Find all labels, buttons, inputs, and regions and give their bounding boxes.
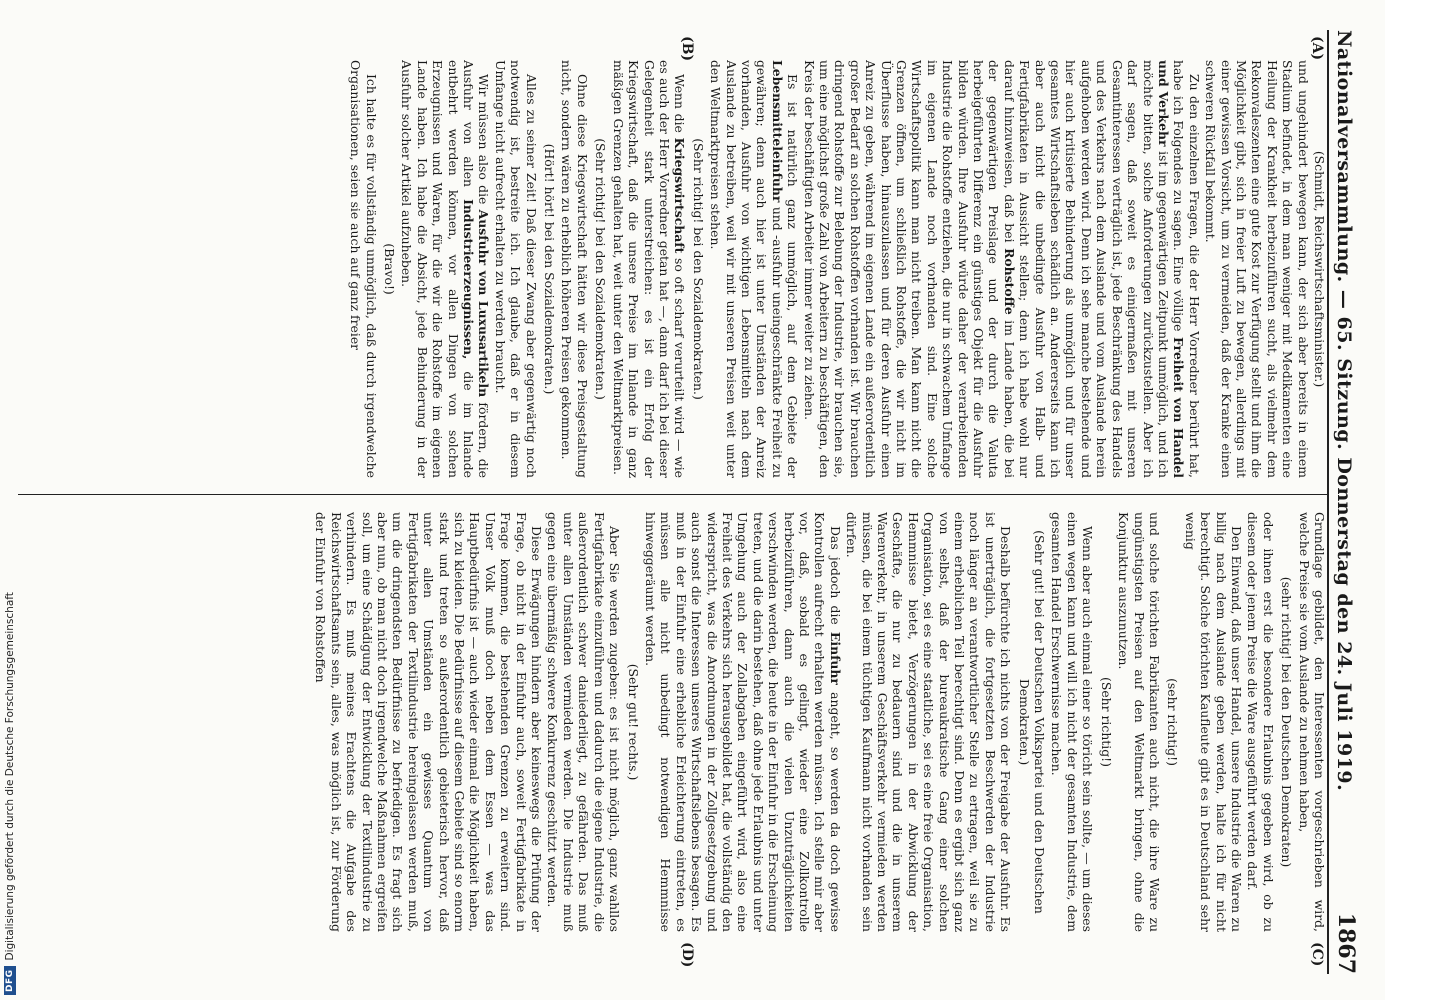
paragraph: Grundlage gebildet, den Interessenten vorgeschrieben wird, welche Preise sie vom Auslande zu nehmen haben, (1296, 512, 1327, 932)
text-run: Zu den einzelnen Fragen, die der Herr Vorredner berührt hat, habe ich Folgendes zu sagen. Eine völlige (1171, 60, 1202, 478)
text-run: Wir müssen also die (476, 74, 492, 205)
right-column (18, 512, 1327, 932)
text-run: ist im gegenwärtigen Zeitpunkt unmöglich, und ich möchte bitten, solche Anforderungen zurückzustellen. Aber ich darf sagen, daß soweit es einigermaßen mit unseren Gesamtinteressen verträglich ist, jede Beschränkung des Handels und des Verkehrs nach dem Auslande und vom Auslande herein aufgehoben werden wird. Denn ich sehe manche bestehende und hier auch kritisierte Behinderung als unmöglich und für unser gesamtes Wirtschaftsleben schädlich an. Andererseits kann ich aber auch nicht die unbedingte Ausfuhr von Halb- und Fertigfabrikaten in Aussicht stellen; denn ich habe wohl nur darauf hinzuweisen, daß bei (1001, 60, 1171, 478)
paragraph: Aber Sie werden zugeben: es ist nicht möglich, ganz wahllos Fertigfabrikate einzuführen und dadurch die eigene Industrie, die außerordentlich schwer daniederliegt, zu gefährden. Das muß unter allen Umständen vermieden werden. Die Industrie muß gegen eine übermäßig schwere Konkurrenz geschützt werden. (545, 512, 623, 932)
emphasis: Industrieerzeugnissen, (461, 199, 477, 360)
paragraph: Ohne diese Kriegswirtschaft hätten wir diese Preisgestaltung nicht, sondern wären zu erheblich höheren Preisen gekommen. (559, 60, 590, 478)
interjection: (Sehr gut! bei der Deutschen Volkspartei und den Deutschen Demokraten.) (1016, 530, 1048, 914)
paragraph (610, 60, 687, 478)
paragraph: Wenn aber auch einmal einer so töricht sein sollte, — um dieses einen wegen kann und will ich nicht der gesamten Industrie, dem gesamten Handel Erschwernisse machen. (1049, 512, 1096, 932)
emphasis: Freiheit von Handel und Verkehr (1155, 60, 1187, 478)
emphasis: Einfuhr (827, 631, 843, 685)
emphasis: Ausfuhr von Luxusartikeln (476, 209, 492, 398)
digitization-credit (0, 0, 21, 995)
interjection: (Sehr richtig!) (1098, 677, 1114, 767)
text-run: so oft scharf verurteilt wird — wie es auch der Herr Vorredner getan hat —, dann darf ich bei dieser Gelegenheit stark unterstreichen: es ist ein Erfolg der Kriegswirtschaft, daß die unsere Preise im Inlande in ganz mäßigen Grenzen gehalten hat, weit unter den Weltmarktpreisen. (610, 60, 688, 478)
left-column (18, 60, 1327, 478)
margin-marker-c: (C) (1309, 942, 1325, 967)
paragraph (708, 60, 800, 478)
paragraph: Den Einwand, daß unser Handel, unsere Industrie die Waren zu billig nach dem Auslande geben werden, halte ich für nicht berechtigt. Solche törichten Kaufleute gibt es in Deutschland sehr wenig (1182, 512, 1244, 932)
interjection: (Sehr gut! rechts.) (625, 663, 641, 781)
text-run: Es ist natürlich ganz unmöglich, auf dem Gebiete der (785, 74, 801, 478)
page-number: 1867 (1333, 912, 1359, 974)
paragraph: Diese Erwägungen hindern aber keineswegs die Prüfung der Frage, ob nicht in der Einfuhr auch, soweit Fertigfabrikate in Frage kommen, die bestehenden Grenzen zu erweitern sind. Unser Volk muß doch neben dem Essen — was das Hauptbedürfnis ist — auch wieder einmal die Möglichkeit haben, sich zu kleiden. Die Bedürfnisse auf diesem Gebiete sind so enorm stark und treten so außerordentlich gebieterisch hervor, daß unter allen Umständen ein gewisses Quantum von Fertigfabrikaten der Textilindustrie hereingelassen werden muß, um die dringendsten Bedürfnisse zu befriedigen. Es fragt sich aber nun, ob man nicht doch irgendwelche Maßnahmen ergreifen soll, um eine Schädigung der Entwicklung der Textilindustrie zu verhindern. Es muß meines Erachtens die Aufgabe des Reichswirtschaftsamts sein, alles, was möglich ist, zur Förderung der Einfuhr von Rohstoffen (313, 512, 545, 932)
paragraph: Ich halte es für vollständig unmöglich, daß durch irgendwelche Organisationen, seien sie auch auf ganz freier (348, 60, 379, 478)
dfg-logo: DFG (4, 966, 16, 995)
paragraph: oder ihnen erst die besondere Erlaubnis gegeben wird, ob zu diesem oder jenem Preise die Ware ausgeführt werden darf. (1245, 512, 1276, 932)
text-run: fördern, die Ausfuhr von allen (461, 60, 492, 478)
paragraph: und solche törichten Fabrikanten auch nicht, die ihre Ware zu ungünstigsten Preisen auf den Weltmarkt bringen, ohne die Konjunktur auszunutzen. (1116, 512, 1162, 932)
interjection: (Sehr richtig! bei den Sozialdemokraten.) (593, 138, 609, 400)
text-run: Wenn die (672, 74, 688, 133)
emphasis: Lebensmitteleinfuhr (769, 60, 785, 203)
page-title: Nationalversammlung. — 65. Sitzung. Donnerstag den 24. Juli 1919. (1333, 30, 1355, 792)
text-run: im Lande haben, die bei der gegenwärtigen Preislage und der durch die Valuta herbeigeführten Differenz ein günstiges Objekt für die Ausfuhr bilden würden. Ihre Ausfuhr würde daher der verarbeitenden Industrie die Rohstoffe entziehen, die nur in schwachem Umfange im eigenen Lande noch vorhanden sind. Eine solche Wirtschaftspolitik kann man nicht treiben. Man kann nicht die Grenzen öffnen, um schließlich Rohstoffe, die wir nicht im Überflusse haben, hinauszulassen und für deren Ausfuhr einen Anreiz zu geben, während im eigenen Lande ein außerordentlich großer Bedarf an solchen Rohstoffen vorhanden ist. Wir brauchen dringend Rohstoffe zur Belebung der Industrie, wir brauchen sie, um eine möglichst große Zahl von Arbeitern zu beschäftigen, den Kreis der beschäftigten Arbeiter immer weiter zu ziehen. (801, 60, 1017, 478)
text-run: die im Inlande entbehrt werden können, vor allen Dingen von solchen Erzeugnissen und Waren, für die wir die Rohstoffe im eigenen Lande haben. Ich habe die Absicht, jede Behinderung in der Ausfuhr solcher Artikel aufzuheben. (399, 60, 477, 478)
page-header (1327, 30, 1373, 974)
column-divider (18, 494, 1327, 495)
margin-marker-d: (D) (679, 942, 695, 968)
interjection: (sehr richtig!) (1165, 678, 1181, 766)
paragraph: und ungehindert bewegen kann, der sich aber bereits in einem Stadium befindet, in dem man weniger mit Medikamenten eine Heilung der Krankheit herbeizuführen sucht, als vielmehr dem Rekonvaleszenten eine gute Kost zur Verfügung stellt und ihm die Möglichkeit gibt, sich in freier Luft zu bewegen, allerdings mit einer gewissen Vorsicht, um zu vermeiden, daß der Kranke einen schweren Rückfall bekommt. (1203, 60, 1311, 478)
text-run: Das jedoch die (827, 526, 843, 625)
paragraph (801, 60, 1202, 478)
interjection: (Hört! hört! bei den Sozialdemokraten.) (542, 143, 558, 395)
credit-text: Digitalisierung gefördert durch die Deutsche Forschungsgemeinschaft (4, 592, 16, 961)
text-run: angeht, so werden da doch gewisse Kontrollen aufrecht erhalten werden müssen. Ich stelle mir aber vor, daß, sobald es gelingt, wieder eine Zollkontrolle herbeizuführen, dann auch die vielen Unzuträglichkeiten verschwinden werden, die heute in der Einfuhr in die Erscheinung treten, und die darin bestehen, daß ohne jede Erlaubnis und unter Umgehung auch der Zollabgaben eingeführt wird, also eine Freiheit des Verkehrs sich herausgebildet hat, die vollständig den widerspricht, was die Anordnungen in der Zollgesetzgebung und auch sonst die Interessen unseres Wirtschaftslebens besagen. Es muß in der Einfuhr eine erhebliche Erleichterung eintreten, es müssen alle nicht unbedingt notwendigen Hemmnisse hinweggeräumt werden. (642, 512, 843, 932)
paragraph: Deshalb befürchte ich nichts von der Freigabe der Ausfuhr. Es ist unerträglich, die fortgesetzten Beschwerden der Industrie noch länger an verantwortlicher Stelle zu ertragen, weil sie zu einem erheblichen Teil berechtigt sind. Denn es ergibt sich ganz von selbst, daß der bureaukratische Gang einer solchen Organisation, sei es eine staatliche, sei es eine freie Organisation, Hemmnisse bietet, Verzögerungen in der Abwicklung der Geschäfte, die nur zu bedauern sind und die in unserem Warenverkehr, in unserem Geschäftsverkehr vermieden werden müssen, die bei einem tüchtigen Kaufmann nicht vorhanden sein dürfen. (844, 512, 1014, 932)
interjection: (Sehr richtig! bei den Sozialdemokraten.) (690, 138, 706, 400)
text-run: und -ausfuhr uneingeschränkte Freiheit zu gewähren; denn auch hier ist unter Umständen der Anreiz vorhanden, Ausfuhr von wichtigen Lebensmitteln nach dem Auslande zu betreiben, weil wir mit unseren Preisen weit unter den Weltmarktpreisen stehen. (708, 60, 785, 478)
emphasis: Rohstoffe (1001, 248, 1017, 315)
speaker-line: (Schmidt, Reichswirtschaftsminister.) (1312, 150, 1327, 388)
paragraph: Alles zu seiner Zeit! Daß dieser Zwang aber gegenwärtig noch notwendig ist, bestreite ich. Ich glaube, daß er in diesem Umfange nicht aufrecht erhalten zu werden braucht. (492, 60, 539, 478)
paragraph (399, 60, 491, 478)
margin-marker-a: (A) (1309, 36, 1325, 61)
margin-marker-b: (B) (679, 36, 695, 62)
interjection: (Bravo!) (382, 243, 398, 295)
emphasis: Kriegswirtschaft (672, 137, 688, 254)
paragraph (643, 512, 843, 932)
interjection: (sehr richtig! bei den Deutschen Demokraten) (1279, 576, 1295, 868)
